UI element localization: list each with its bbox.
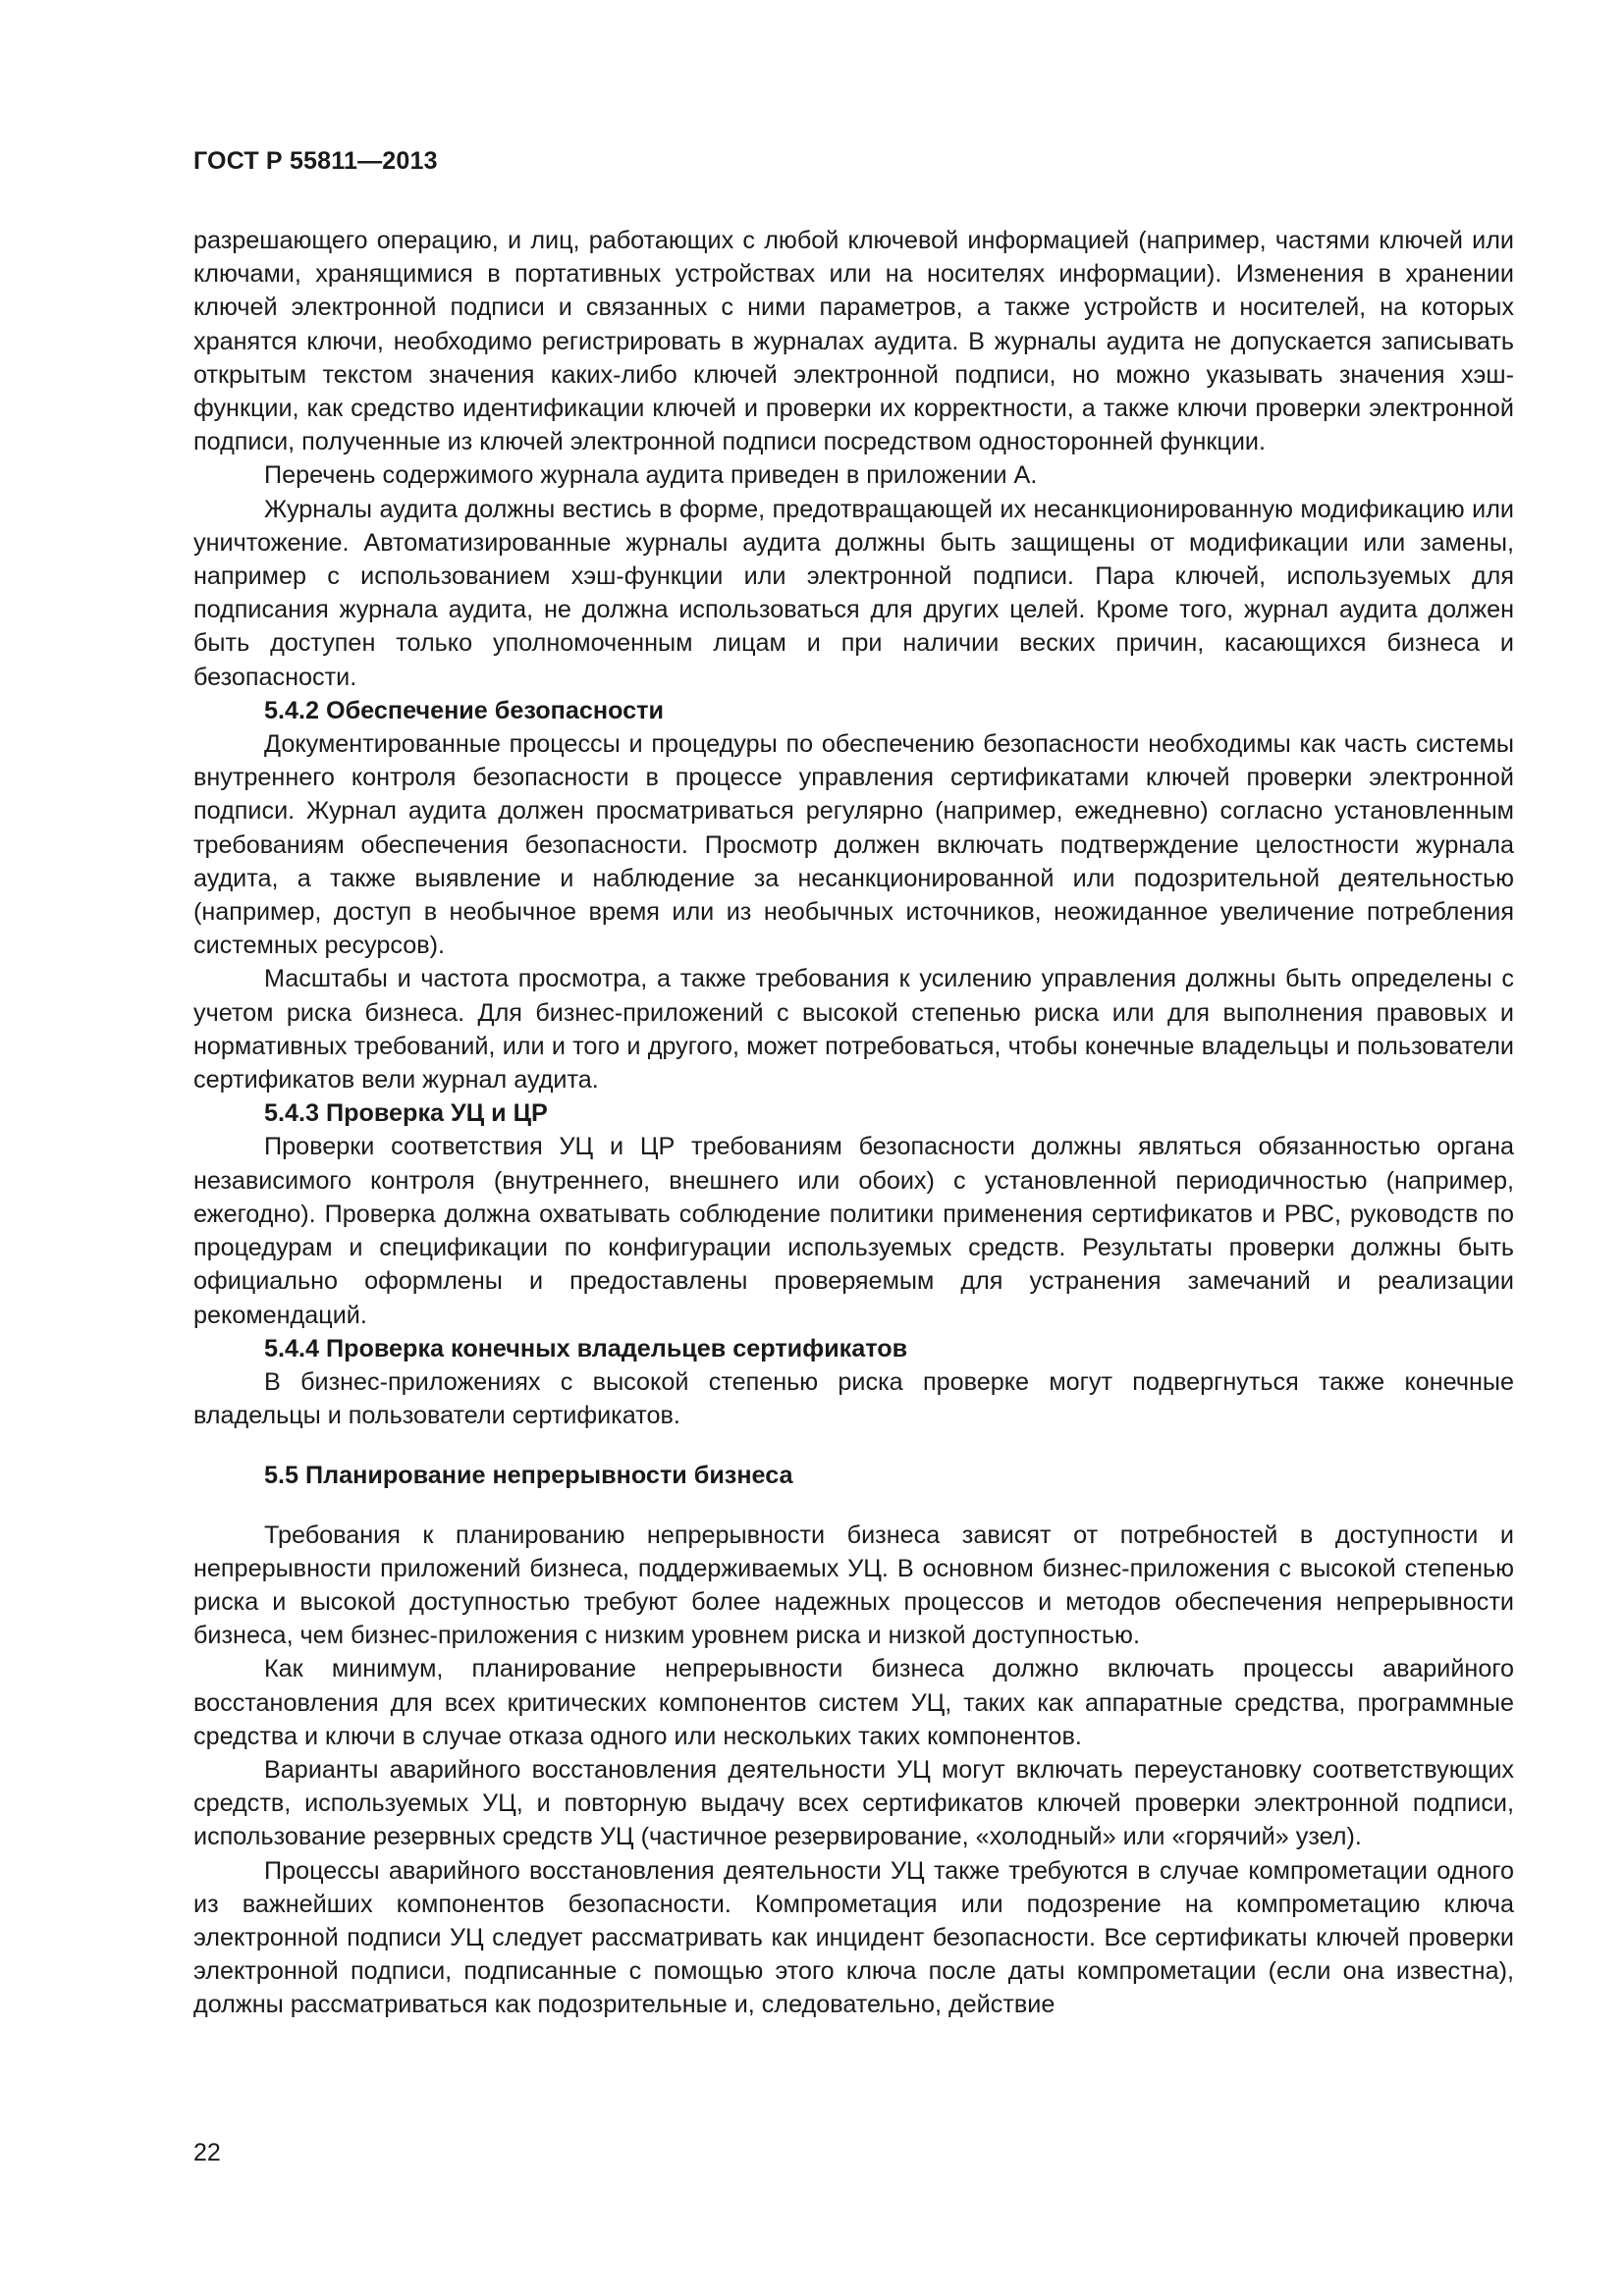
paragraph: Перечень содержимого журнала аудита приведен в приложении А. <box>264 461 1038 490</box>
subsection-heading-5-4-4: 5.4.4 Проверка конечных владельцев сертификатов <box>264 1334 908 1362</box>
paragraph: Варианты аварийного восстановления деятельности УЦ могут включать переустановку соответствующих средств, используемых УЦ, и повторную выдачу всех сертификатов ключей проверки электронной подписи, использование резервных средств УЦ (частичное резервирование, «холодный» или «горячий» узел). <box>193 1755 1514 1851</box>
paragraph: Как минимум, планирование непрерывности бизнеса должно включать процессы аварийного восстановления для всех критических компонентов систем УЦ, таких как аппаратные средства, программные средства и ключи в случае отказа одного или нескольких таких компонентов. <box>193 1655 1514 1750</box>
paragraph: Проверки соответствия УЦ и ЦР требованиям безопасности должны являться обязанностью органа независимого контроля (внутреннего, внешнего или обоих) с установленной периодичностью (например, ежегодно). Проверка должна охватывать соблюдение политики применения сертификатов и РВС, руководств по процедурам и спецификации по конфигурации используемых средств. Результаты проверки должны быть официально оформлены и предоставлены проверяемым для устранения замечаний и реализации рекомендаций. <box>193 1133 1514 1329</box>
subsection-heading-5-4-2: 5.4.2 Обеспечение безопасности <box>264 696 664 724</box>
subsection-heading-5-4-3: 5.4.3 Проверка УЦ и ЦР <box>264 1099 548 1128</box>
paragraph: Документированные процессы и процедуры по обеспечению безопасности необходимы как часть системы внутреннего контроля безопасности в процессе управления сертификатами ключей проверки электронной подписи. Журнал аудита должен просматриваться регулярно (например, ежедневно) согласно установленным требованиям обеспечения безопасности. Просмотр должен включать подтверждение целостности журнала аудита, а также выявление и наблюдение за несанкционированной или подозрительной деятельностью (например, доступ в необычное время или из необычных источников, неожиданное увеличение потребления системных ресурсов). <box>193 730 1514 960</box>
paragraph: Требования к планированию непрерывности бизнеса зависят от потребностей в доступности и непрерывности приложений бизнеса, поддерживаемых УЦ. В основном бизнес-приложения с высокой степенью риска и высокой доступностью требуют более надежных процессов и методов обеспечения непрерывности бизнеса, чем бизнес-приложения с низким уровнем риска и низкой доступностью. <box>193 1521 1514 1650</box>
paragraph: разрешающего операцию, и лиц, работающих с любой ключевой информацией (например, частями ключей или ключами, хранящимися в портативных устройствах или на носителях информации). Изменения в хранении ключей электронной подписи и связанных с ними параметров, а также устройств и носителей, на которых хранятся ключи, необходимо регистрировать в журналах аудита. В журналы аудита не допускается записывать открытым текстом значения каких-либо ключей электронной подписи, но можно указывать значения хэш-функции, как средство идентификации ключей и проверки их корректности, а также ключи проверки электронной подписи, полученные из ключей электронной подписи посредством односторонней функции. <box>193 227 1514 456</box>
paragraph: В бизнес-приложениях с высокой степенью риска проверке могут подвергнуться также конечные владельцы и пользователи сертификатов. <box>193 1367 1514 1430</box>
document-body <box>193 224 1514 2022</box>
section-heading-5-5: 5.5 Планирование непрерывности бизнеса <box>264 1462 793 1490</box>
page-number: 22 <box>193 2139 221 2166</box>
paragraph: Журналы аудита должны вестись в форме, предотвращающей их несанкционированную модификацию или уничтожение. Автоматизированные журналы аудита должны быть защищены от модификации или замены, например с использованием хэш-функции или электронной подписи. Пара ключей, используемых для подписания журнала аудита, не должна использоваться для других целей. Кроме того, журнал аудита должен быть доступен только уполномоченным лицам и при наличии веских причин, касающихся бизнеса и безопасности. <box>193 495 1514 691</box>
paragraph: Процессы аварийного восстановления деятельности УЦ также требуются в случае компрометации одного из важнейших компонентов безопасности. Компрометация или подозрение на компрометацию ключа электронной подписи УЦ следует рассматривать как инцидент безопасности. Все сертификаты ключей проверки электронной подписи, подписанные с помощью этого ключа после даты компрометации (если она известна), должны рассматриваться как подозрительные и, следовательно, действие <box>193 1856 1514 2019</box>
document-code-header: ГОСТ Р 55811—2013 <box>193 147 438 175</box>
paragraph: Масштабы и частота просмотра, а также требования к усилению управления должны быть определены с учетом риска бизнеса. Для бизнес-приложений с высокой степенью риска или для выполнения правовых и нормативных требований, или и того и другого, может потребоваться, чтобы конечные владельцы и пользователи сертификатов вели журнал аудита. <box>193 965 1514 1095</box>
